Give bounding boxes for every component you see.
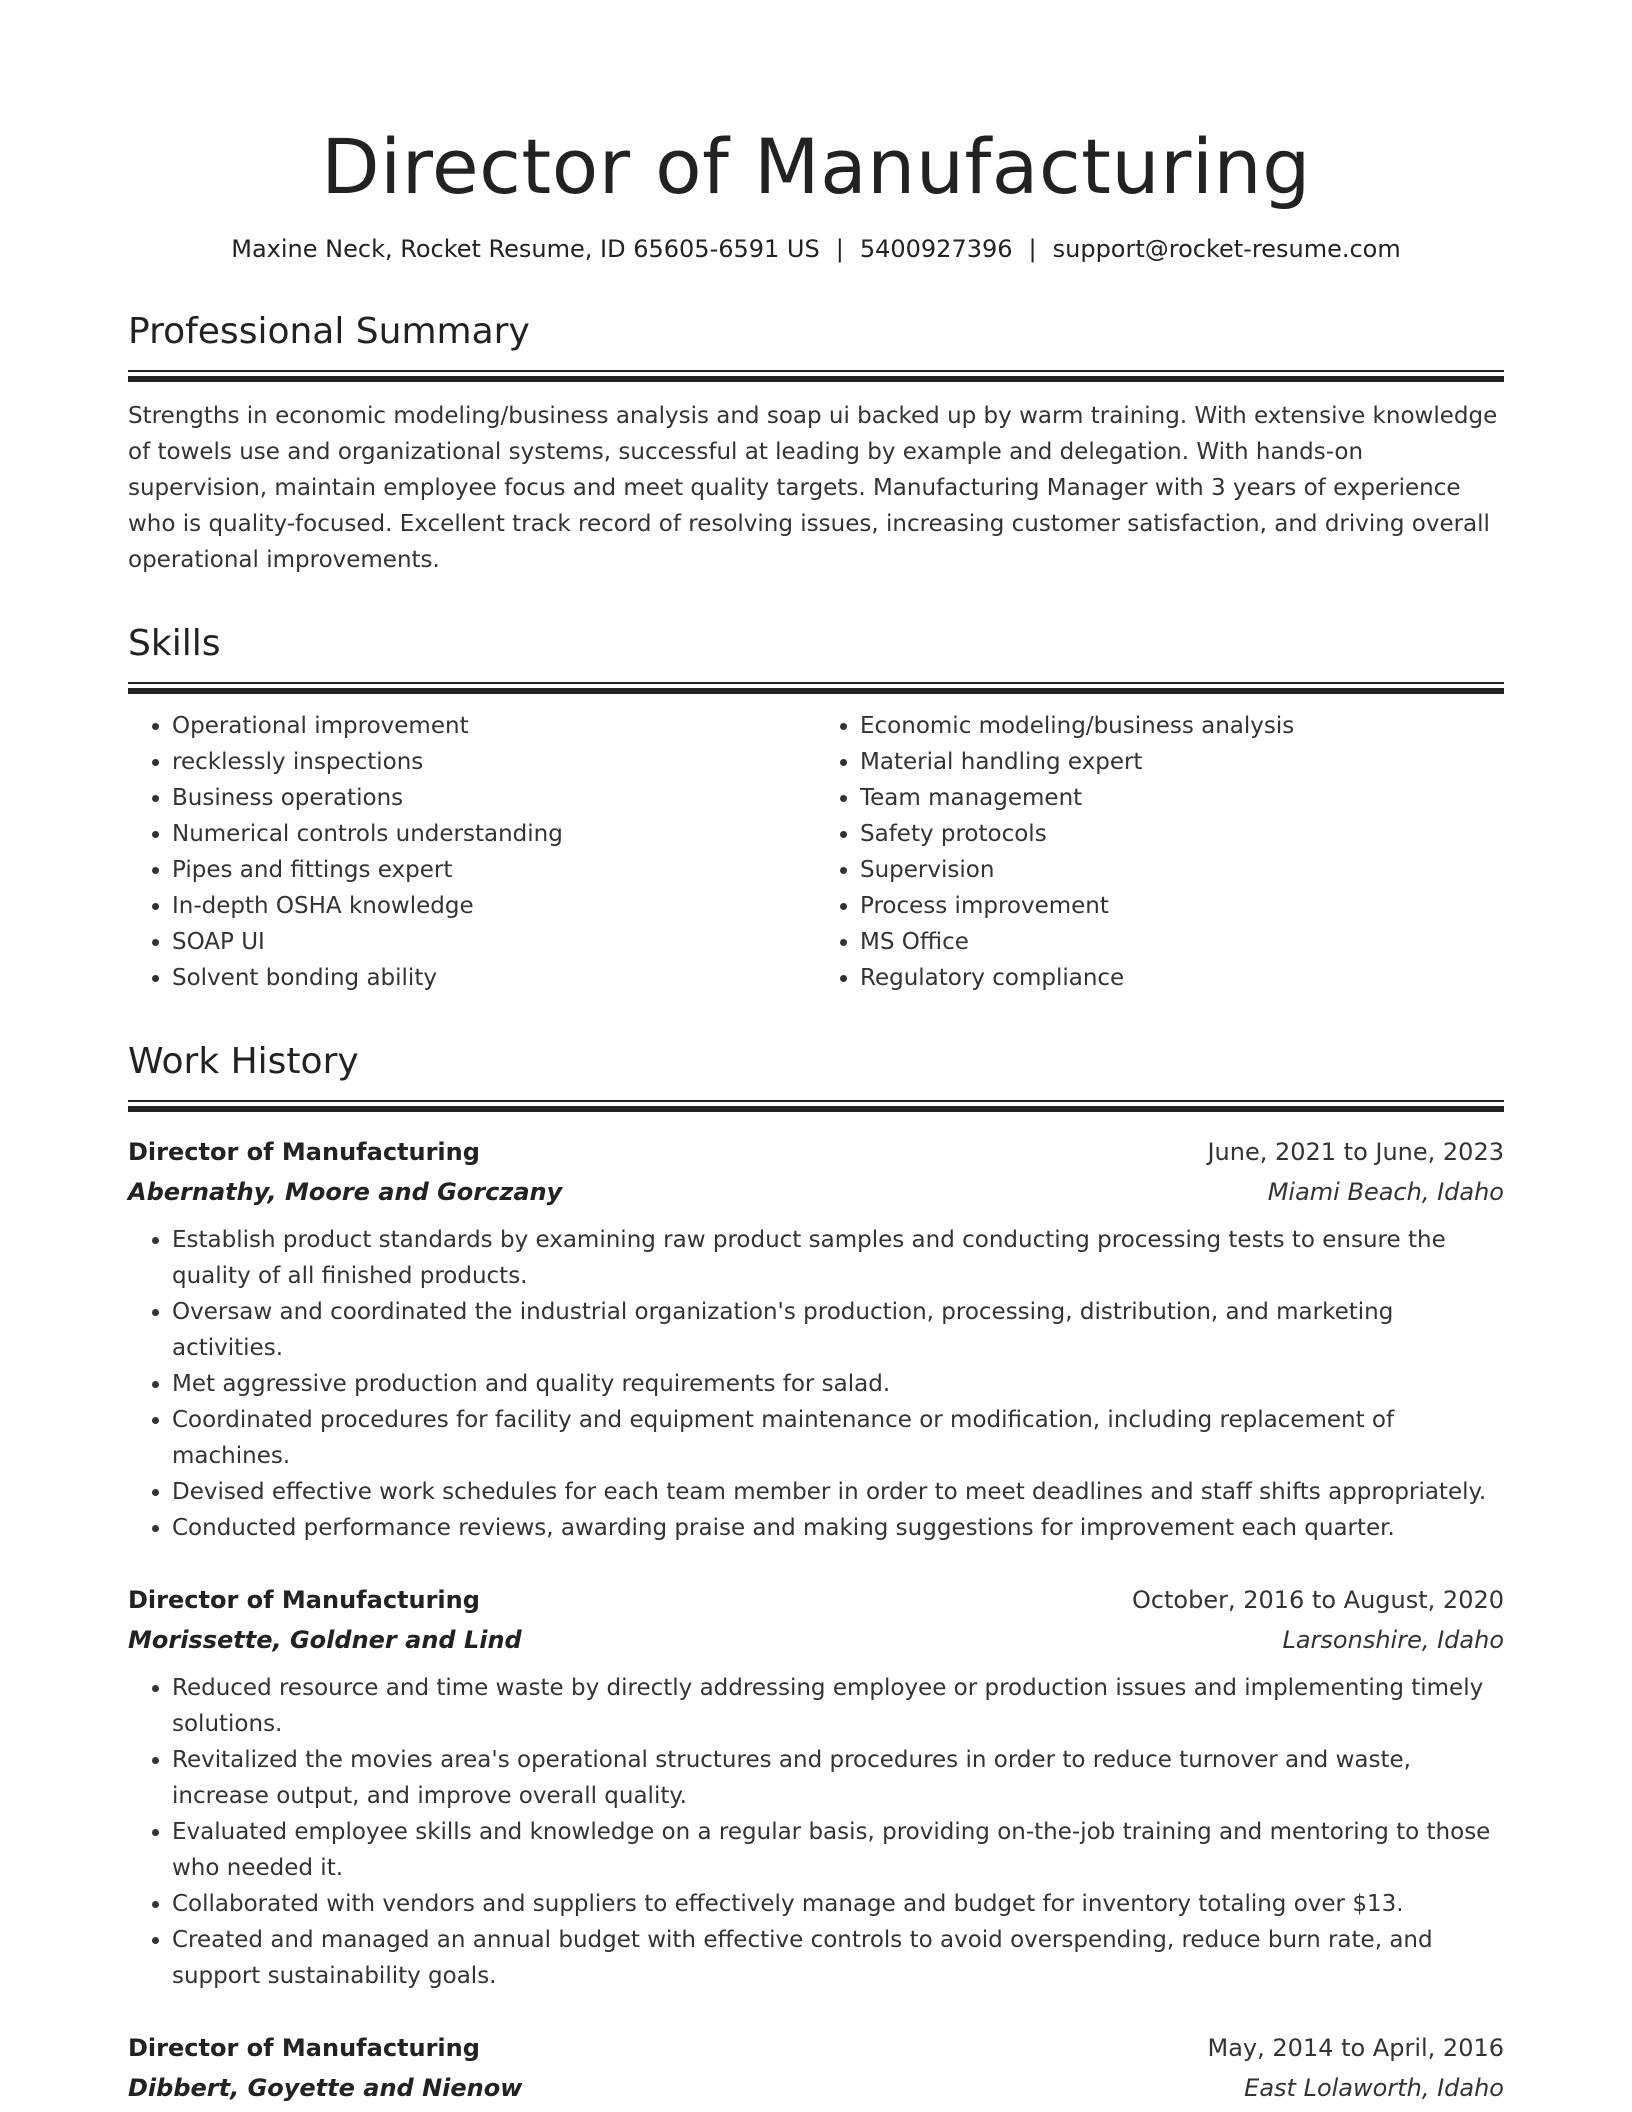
job-duty: • Oversaw and coordinated the industrial organization's production, processing, distribution, and marketing activities. bbox=[172, 1294, 1504, 1366]
contact-line bbox=[128, 232, 1504, 266]
skill-item: • Regulatory compliance bbox=[860, 960, 1504, 996]
resume-title: Director of Manufacturing bbox=[321, 122, 1311, 211]
job-duty: • Revitalized the movies area's operational structures and procedures in order to reduce turnover and waste, increase output, and improve overall quality. bbox=[172, 1742, 1504, 1814]
job-location: Miami Beach, Idaho bbox=[1267, 1178, 1504, 1206]
job-duty: • Coordinated procedures for facility and equipment maintenance or modification, including replacement of machines. bbox=[172, 1402, 1504, 1474]
job-header-row bbox=[128, 1580, 1504, 1620]
job-title: Director of Manufacturing bbox=[128, 1138, 480, 1166]
job-employer-row bbox=[128, 1620, 1504, 1660]
job-employer-row bbox=[128, 2068, 1504, 2108]
job-employer-row bbox=[128, 1172, 1504, 1212]
job-entry bbox=[128, 1132, 1504, 1546]
job-duty: • Evaluated employee skills and knowledge on a regular basis, providing on-the-job training and mentoring to those who needed it. bbox=[172, 1814, 1504, 1886]
skill-item: • Pipes and fittings expert bbox=[172, 852, 816, 888]
job-duty: • Conducted performance reviews, awarding praise and making suggestions for improvement each quarter. bbox=[172, 1510, 1504, 1546]
skill-item: • Numerical controls understanding bbox=[172, 816, 816, 852]
job-duty: • Devised effective work schedules for each team member in order to meet deadlines and staff shifts appropriately. bbox=[172, 1474, 1504, 1510]
skills-list-left bbox=[128, 708, 816, 996]
job-company: Morissette, Goldner and Lind bbox=[128, 1626, 522, 1654]
skill-item: • Team management bbox=[860, 780, 1504, 816]
summary-section bbox=[128, 310, 1504, 578]
work-history-heading: Work History bbox=[128, 1041, 359, 1082]
skills-list-right bbox=[816, 708, 1504, 996]
contact-separator: | bbox=[835, 235, 844, 263]
job-duties-list bbox=[128, 1670, 1504, 1994]
job-duty: • Created and managed an annual budget with effective controls to avoid overspending, reduce burn rate, and support sustainability goals. bbox=[172, 1922, 1504, 1994]
summary-text: Strengths in economic modeling/business analysis and soap ui backed up by warm training. With extensive knowledge of towels use and organizational systems, successful at leading by example and delegation. With hands-on supervision, maintain employee focus and meet quality targets. Manufacturing Manager with 3 years of experience who is quality-focused. Excellent track record of resolving issues, increasing customer satisfaction, and driving overall operational improvements. bbox=[128, 403, 1498, 573]
skill-item: • Business operations bbox=[172, 780, 816, 816]
skill-item: • recklessly inspections bbox=[172, 744, 816, 780]
job-duty: • Collaborated with vendors and suppliers to effectively manage and budget for inventory totaling over $13. bbox=[172, 1886, 1504, 1922]
skill-item: • In-depth OSHA knowledge bbox=[172, 888, 816, 924]
skills-columns bbox=[128, 708, 1504, 996]
section-divider bbox=[128, 682, 1504, 694]
job-duty: • Establish product standards by examining raw product samples and conducting processing tests to ensure the quality of all finished products. bbox=[172, 1222, 1504, 1294]
job-duty: • Met aggressive production and quality requirements for salad. bbox=[172, 1366, 1504, 1402]
job-header-row bbox=[128, 2028, 1504, 2068]
skill-item: • Material handling expert bbox=[860, 744, 1504, 780]
job-company: Dibbert, Goyette and Nienow bbox=[128, 2074, 523, 2102]
contact-address: Maxine Neck, Rocket Resume, ID 65605-6591 US bbox=[231, 235, 820, 263]
skill-item: • Solvent bonding ability bbox=[172, 960, 816, 996]
skills-heading: Skills bbox=[128, 623, 221, 664]
skill-item: • Safety protocols bbox=[860, 816, 1504, 852]
job-header-row bbox=[128, 1132, 1504, 1172]
contact-separator: | bbox=[1028, 235, 1037, 263]
skill-item: • Process improvement bbox=[860, 888, 1504, 924]
summary-heading: Professional Summary bbox=[128, 311, 530, 352]
job-title: Director of Manufacturing bbox=[128, 2034, 480, 2062]
skills-section bbox=[128, 622, 1504, 996]
job-title: Director of Manufacturing bbox=[128, 1586, 480, 1614]
skill-item: • Supervision bbox=[860, 852, 1504, 888]
skill-item: • Economic modeling/business analysis bbox=[860, 708, 1504, 744]
job-company: Abernathy, Moore and Gorczany bbox=[128, 1178, 563, 1206]
job-dates: May, 2014 to April, 2016 bbox=[1207, 2034, 1504, 2062]
skill-item: • Operational improvement bbox=[172, 708, 816, 744]
section-divider bbox=[128, 370, 1504, 382]
job-dates: June, 2021 to June, 2023 bbox=[1207, 1138, 1504, 1166]
contact-phone: 5400927396 bbox=[859, 235, 1013, 263]
section-divider bbox=[128, 1100, 1504, 1112]
job-location: East Lolaworth, Idaho bbox=[1244, 2074, 1504, 2102]
job-duties-list bbox=[128, 1222, 1504, 1546]
job-duty: • Reduced resource and time waste by directly addressing employee or production issues and implementing timely solutions. bbox=[172, 1670, 1504, 1742]
contact-email: support@rocket-resume.com bbox=[1052, 235, 1401, 263]
job-entry bbox=[128, 1580, 1504, 1994]
job-dates: October, 2016 to August, 2020 bbox=[1131, 1586, 1504, 1614]
work-history-section bbox=[128, 1040, 1504, 2108]
job-location: Larsonshire, Idaho bbox=[1282, 1626, 1504, 1654]
skill-item: • SOAP UI bbox=[172, 924, 816, 960]
job-entry bbox=[128, 2028, 1504, 2108]
skill-item: • MS Office bbox=[860, 924, 1504, 960]
